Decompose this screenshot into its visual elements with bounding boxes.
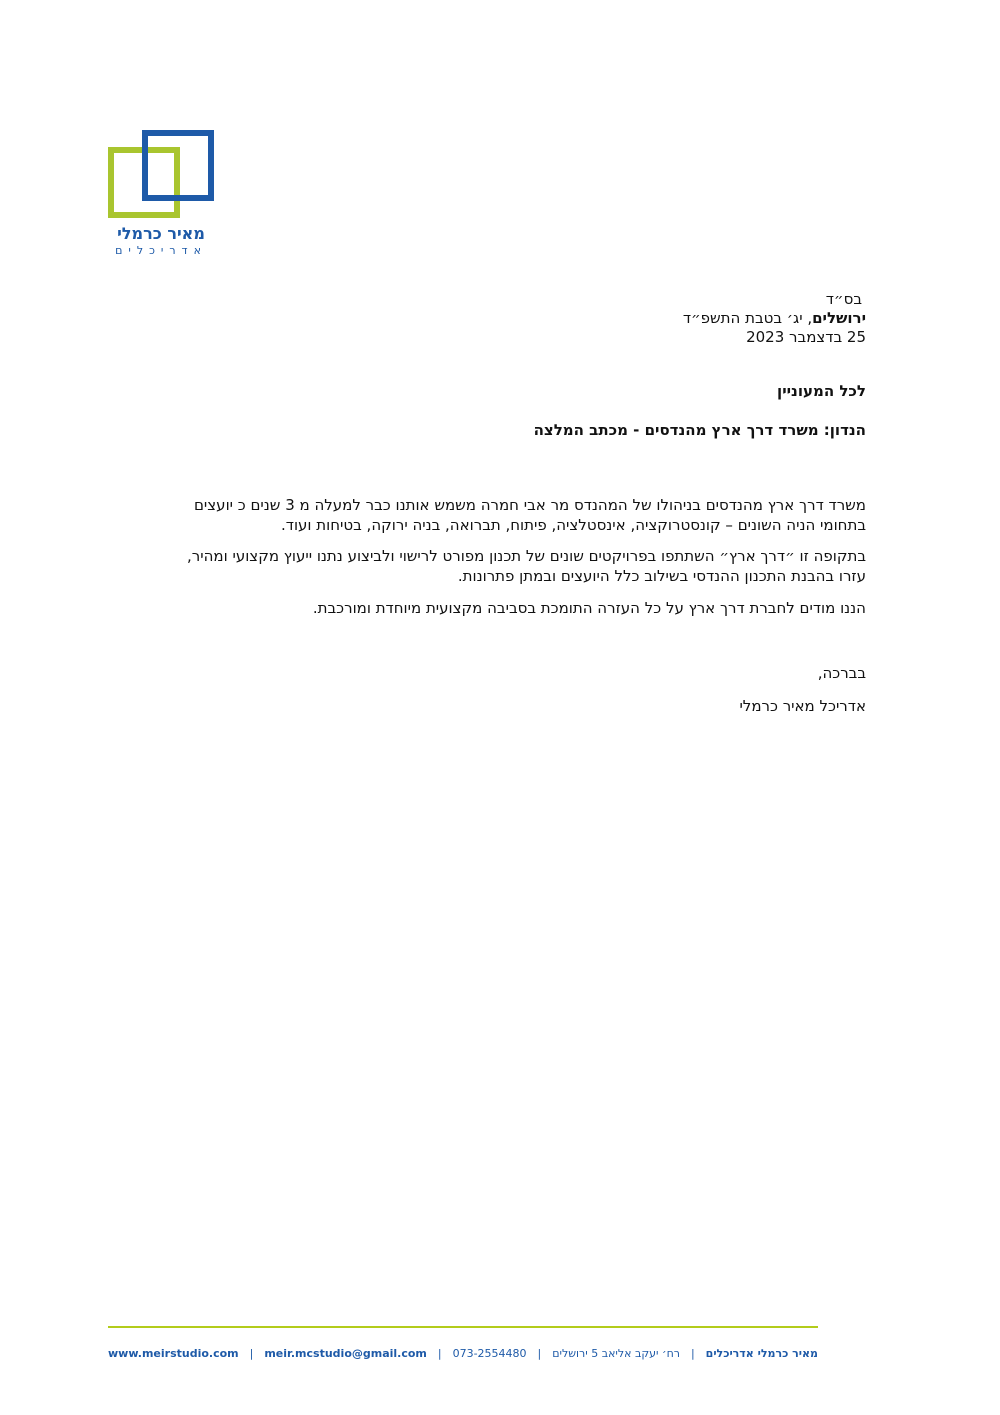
footer-address: רח׳ יעקב אליאב 5 ירושלים <box>552 1346 680 1360</box>
paragraph-line: הננו מודים לחברת דרך ארץ על כל העזרה התומכת בסביבה מקצועית מיוחדת ומורכבת. <box>312 599 866 617</box>
subject-line: הנדון: משרד דרך ארץ מהנדסים - מכתב המלצה <box>533 421 866 439</box>
logo-subtitle: אדריכלים <box>115 244 207 257</box>
footer-phone: 073-2554480 <box>452 1346 527 1360</box>
logo-name: מאיר כרמלי <box>117 224 205 243</box>
city-name: ירושלים <box>812 309 866 327</box>
footer-separator: | <box>537 1346 542 1360</box>
paragraph-3 <box>313 598 866 618</box>
greeting: בברכה, <box>817 664 866 682</box>
footer-separator: | <box>249 1346 254 1360</box>
bsd-header: בס״ד <box>825 290 862 308</box>
footer-company-name: מאיר כרמלי אדריכלים <box>705 1346 818 1360</box>
footer-website-link[interactable]: www.meirstudio.com <box>108 1346 239 1360</box>
footer <box>108 1344 818 1362</box>
company-logo-icon <box>107 129 215 219</box>
footer-email-link[interactable]: meir.mcstudio@gmail.com <box>264 1346 427 1360</box>
hebrew-date: , יג׳ בטבת התשפ״ד <box>682 309 813 327</box>
paragraph-line: בתקופה זו ״דרך ארץ״ השתתפו בפרויקטים שונים של תכנון מפורט לרישוי ולביצוע נתנו ייעוץ מקצועי ומהיר, <box>187 547 866 565</box>
recipient-line: לכל המעוניין <box>777 382 866 400</box>
paragraph-line: משרד דרך ארץ מהנדסים בניהולו של המהנדס מר אבי חמרה משמש אותנו כבר למעלה מ 3 שנים כ יועצים <box>193 496 866 514</box>
paragraph-line: עזרו בהבנת התכנון ההנדסי בשילוב כלל היועצים ובמתן פתרונות. <box>457 567 866 585</box>
footer-divider <box>108 1326 818 1328</box>
paragraph-2 <box>187 546 866 586</box>
gregorian-date: 25 בדצמבר 2023 <box>746 328 866 346</box>
footer-separator: | <box>690 1346 695 1360</box>
footer-separator: | <box>437 1346 442 1360</box>
hebrew-date-line <box>683 308 866 328</box>
paragraph-1 <box>194 495 866 535</box>
paragraph-line: בתחומי הניה השונים – קונסטרוקציה, אינסטלציה, פיתוח, תברואה, בניה ירוקה, בטיחות ועוד. <box>281 516 866 534</box>
signature: אדריכל מאיר כרמלי <box>739 697 866 715</box>
